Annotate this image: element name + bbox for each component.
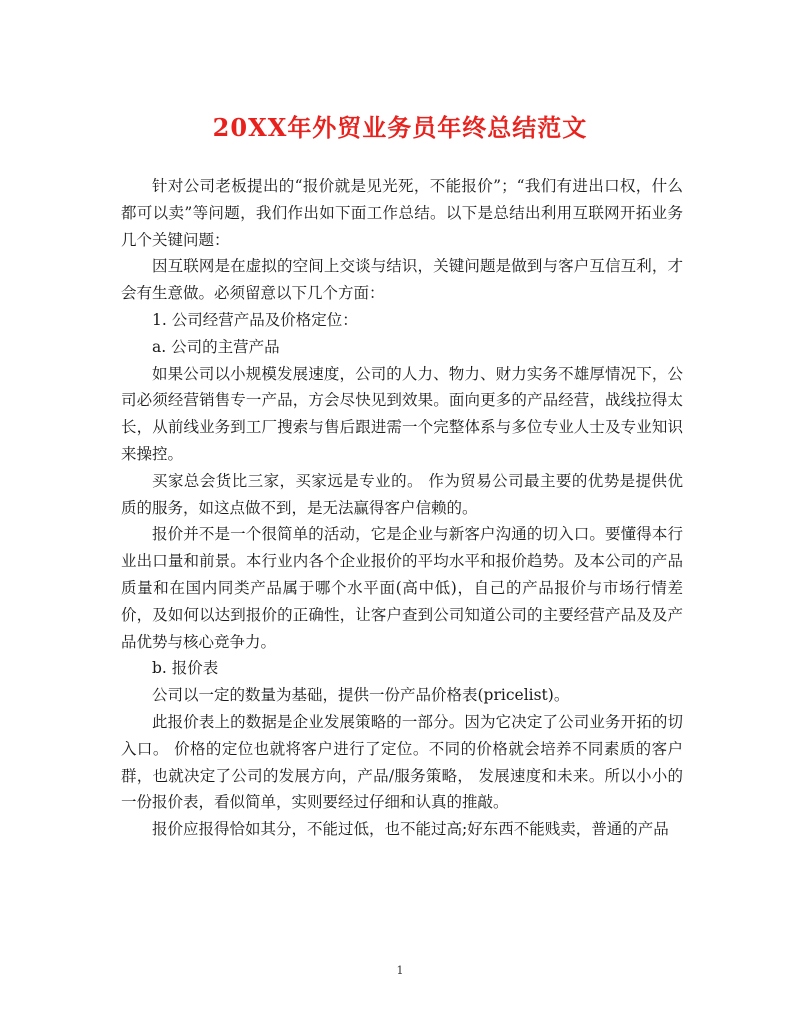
- paragraph-2: 因互联网是在虚拟的空间上交谈与结识，关键问题是做到与客户互信互利，才会有生意做。必须留意以下几个方面：: [121, 257, 683, 303]
- paragraph-3: 如果公司以小规模发展速度，公司的人力、物力、财力实务不雄厚情况下，公司必须经营销售专一产品，方会尽快见到效果。面向更多的产品经营，战线拉得太长，从前线业务到工厂搜索与售后跟进需一个完整体系与多位专业人士及专业知识来操控。: [121, 364, 683, 463]
- subheading-a: a. 公司的主营产品: [152, 337, 280, 356]
- paragraph-8: 报价应报得恰如其分，不能过低，也不能过高;好东西不能贱卖，普通的产品: [152, 820, 669, 839]
- paragraph-7: 此报价表上的数据是企业发展策略的一部分。因为它决定了公司业务开拓的切入口。 价格的定位也就将客户进行了定位。不同的价格就会培养不同素质的客户群，也就决定了公司的发展方向，产品/服务策略， 发展速度和未来。所以小小的一份报价表，看似简单，实则要经过仔细和认真的推敲。: [121, 712, 683, 812]
- paragraph-4: 买家总会货比三家，买家远是专业的。 作为贸易公司最主要的优势是提供优质的服务，如这点做不到，是无法赢得客户信赖的。: [121, 471, 683, 517]
- section-heading-1: 1. 公司经营产品及价格定位：: [152, 310, 358, 329]
- subheading-b: b. 报价表: [152, 659, 219, 678]
- page-number: 1: [396, 964, 404, 977]
- paragraph-5: 报价并不是一个很简单的活动，它是企业与新客户沟通的切入口。要懂得本行业出口量和前景。本行业内各个企业报价的平均水平和报价趋势。及本公司的产品质量和在国内同类产品属于哪个水平面(高中低)，自己的产品报价与市场行情差价，及如何以达到报价的正确性，让客户查到公司知道公司的主要经营产品及及产品优势与核心竞争力。: [121, 525, 683, 651]
- document-title: 20XX年外贸业务员年终总结范文: [212, 113, 588, 142]
- paragraph-6: 公司以一定的数量为基础，提供一份产品价格表(pricelist)。: [152, 686, 570, 705]
- paragraph-1: 针对公司老板提出的“报价就是见光死，不能报价”；“我们有进出口权，什么都可以卖”等问题，我们作出如下面工作总结。以下是总结出利用互联网开拓业务几个关键问题：: [121, 177, 683, 249]
- document-body: [121, 173, 683, 843]
